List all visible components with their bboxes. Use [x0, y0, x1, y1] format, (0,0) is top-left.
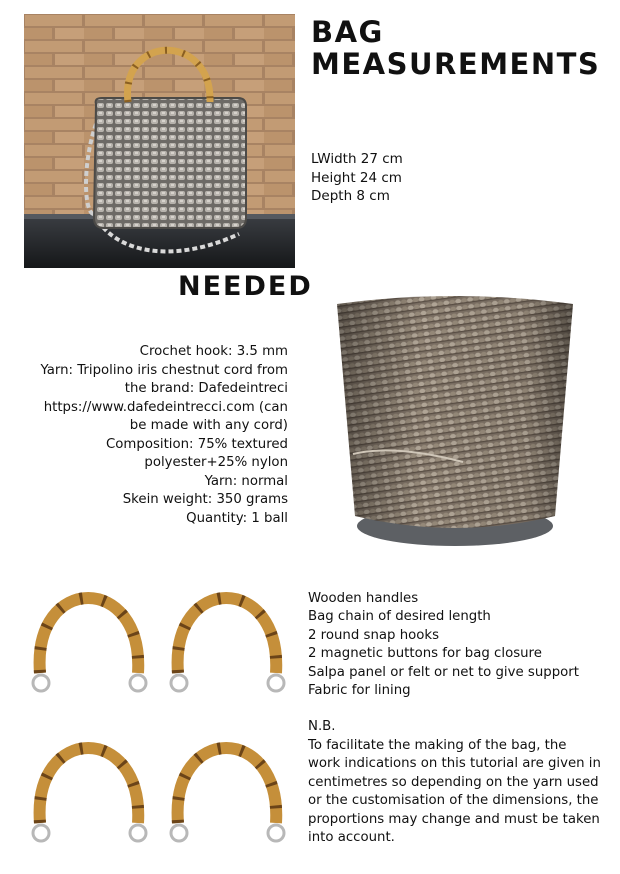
material-line: Quantity: 1 ball: [186, 510, 288, 526]
note-line: proportions may change and must be taken: [308, 811, 600, 827]
supply-item: Wooden handles: [308, 591, 419, 606]
bamboo-handles-image: [24, 553, 300, 849]
material-line: Skein weight: 350 grams: [122, 492, 288, 507]
page-title: [311, 16, 600, 80]
note-line: To facilitate the making of the bag, the: [308, 737, 567, 753]
title-line-2: MEASUREMENTS: [311, 47, 601, 81]
supply-item: 2 magnetic buttons for bag closure: [308, 646, 542, 662]
material-line: Crochet hook: 3.5 mm: [139, 344, 288, 359]
yarn-cone-image: [333, 294, 576, 549]
bag-photo: [24, 14, 295, 268]
measurement-depth: Depth 8 cm: [311, 188, 390, 204]
supplies-list: [308, 590, 579, 700]
title-line-1: BAG: [311, 15, 384, 49]
material-line: https://www.dafedeintrecci.com (can: [43, 399, 288, 415]
supply-item: Salpa panel or felt or net to give support: [308, 664, 579, 680]
note-line: work indications on this tutorial are given in: [308, 756, 601, 771]
supply-item: 2 round snap hooks: [308, 627, 440, 643]
material-line: the brand: Dafedeintreci: [124, 381, 288, 396]
material-line: polyester+25% nylon: [144, 455, 288, 470]
yarn-photo: [333, 294, 576, 549]
measurement-height: Height 24 cm: [311, 169, 402, 186]
crochet-bag-image: [24, 14, 295, 268]
note-body: [308, 737, 604, 848]
bamboo-handles-photo: [24, 553, 300, 849]
note-line: centimetres so depending on the yarn used: [308, 774, 599, 790]
note-line: into account.: [308, 830, 395, 845]
needed-heading: NEEDED: [178, 271, 313, 302]
material-line: Yarn: normal: [204, 473, 288, 489]
supply-item: Fabric for lining: [308, 683, 411, 699]
material-line: Composition: 75% textured: [106, 436, 288, 452]
note-line: or the customisation of the dimensions, the: [308, 793, 599, 808]
supply-item: Bag chain of desired length: [308, 609, 491, 625]
note-block: [308, 718, 604, 848]
measurement-width: LWidth 27 cm: [311, 151, 403, 167]
materials-list: [13, 343, 288, 528]
note-label: N.B.: [308, 719, 336, 734]
measurements-list: [311, 150, 403, 206]
material-line: be made with any cord): [129, 418, 288, 433]
material-line: Yarn: Tripolino iris chestnut cord from: [40, 362, 288, 378]
